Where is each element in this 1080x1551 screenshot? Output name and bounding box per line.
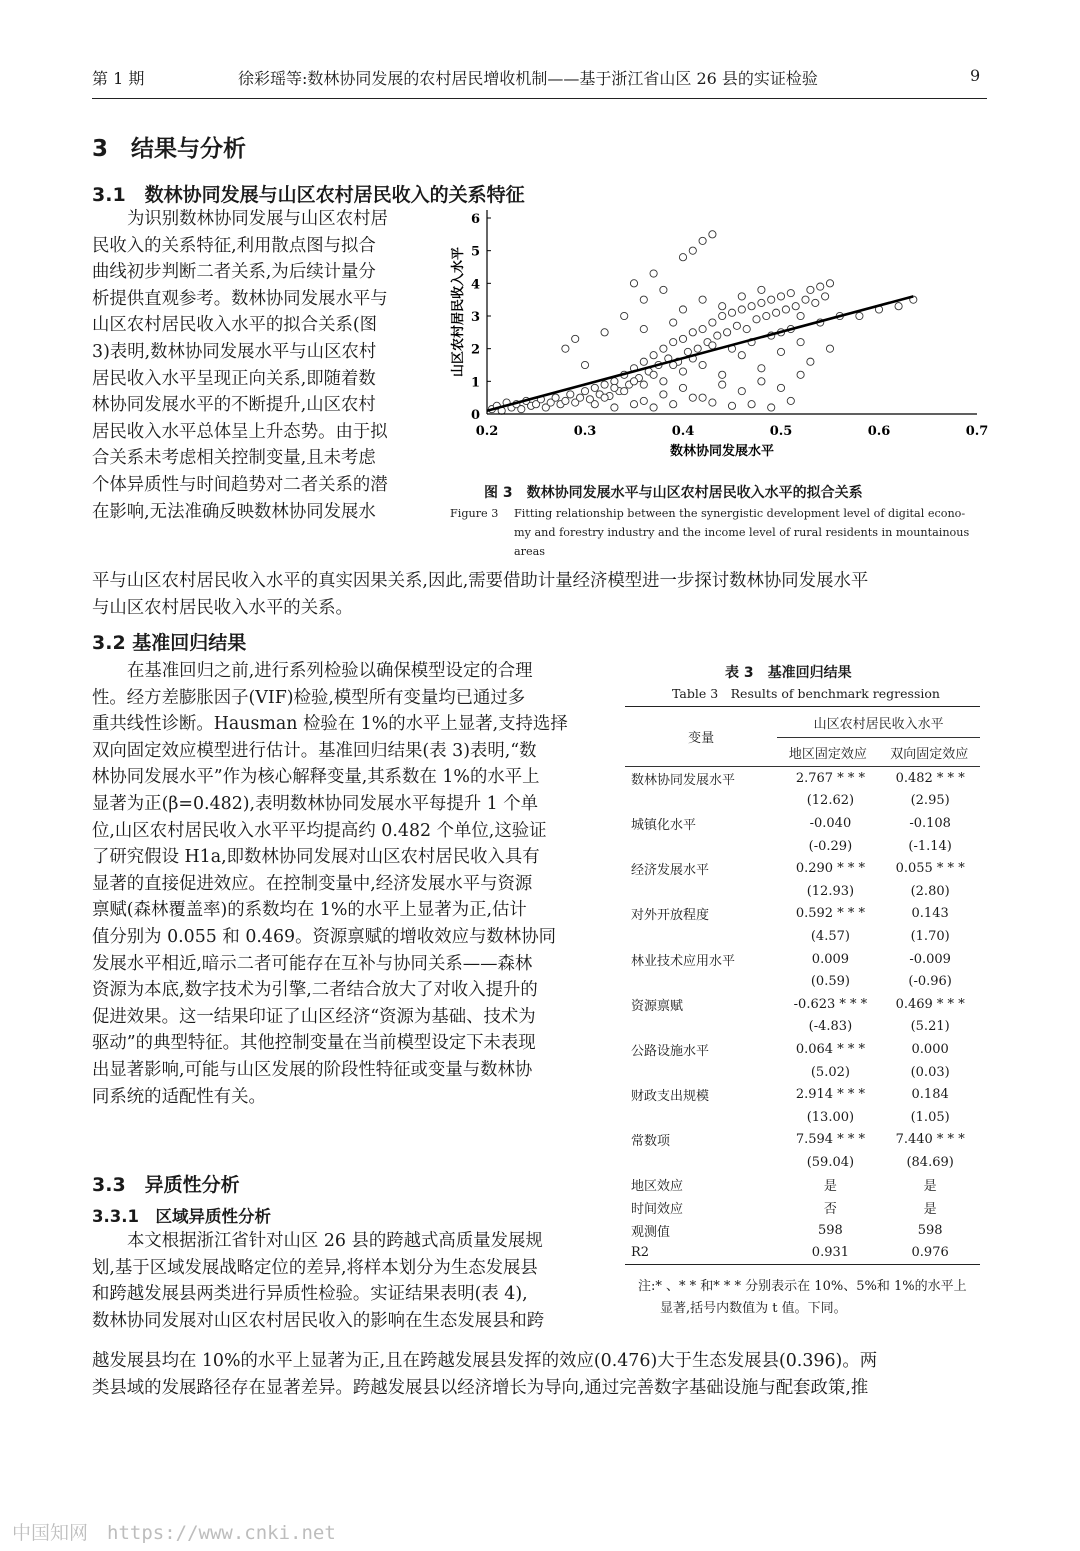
scatter-point — [812, 299, 819, 306]
scatter-point — [621, 388, 628, 395]
x-tick-label: 0.6 — [867, 424, 891, 439]
table-row — [625, 903, 980, 926]
scatter-point — [679, 368, 686, 375]
y-tick-label: 5 — [470, 244, 480, 260]
coef-region-fe: 2.767 * * * — [795, 770, 865, 786]
text-line: 性。经方差膨胀因子(VIF)检验,模型所有变量均已通过多 — [92, 687, 526, 708]
page-number: 9 — [970, 66, 981, 85]
coef-region-fe: -0.040 — [809, 815, 852, 831]
scatter-point — [591, 384, 598, 391]
scatter-point — [650, 352, 657, 359]
text-line: 3)表明,数林协同发展水平与山区农村 — [92, 341, 377, 362]
scatter-point — [728, 309, 735, 316]
scatter-point — [611, 384, 618, 391]
y-tick-label: 6 — [470, 212, 480, 227]
scatter-point — [577, 394, 584, 401]
scatter-point — [797, 339, 804, 346]
row-variable-name: 经济发展水平 — [631, 863, 710, 879]
scatter-point — [787, 290, 794, 297]
paragraph-3-3-1-full — [92, 1348, 987, 1401]
row-variable-name: 财政支出规模 — [631, 1089, 710, 1105]
row-variable-name: 数林协同发展水平 — [631, 772, 736, 788]
value-twoway-fe: 是 — [923, 1179, 937, 1195]
scatter-point — [650, 270, 657, 277]
text-line: 林协同发展水平的不断提升,山区农村 — [92, 395, 376, 416]
text-line: 与山区农村居民收入水平的关系。 — [92, 597, 353, 618]
y-tick-label: 3 — [470, 310, 480, 325]
table-row-tstat — [625, 880, 980, 903]
scatter-point — [660, 391, 667, 398]
row-variable-name: 城镇化水平 — [631, 817, 697, 833]
scatter-point — [758, 365, 765, 372]
row-variable-name: 林业技术应用水平 — [631, 953, 736, 969]
tstat-twoway-fe: (2.80) — [910, 883, 950, 899]
text-line: 居民收入水平呈现正向关系,即随着数 — [92, 368, 376, 389]
row-variable-name: 资源禀赋 — [631, 998, 684, 1014]
value-region-fe: 否 — [823, 1202, 837, 1218]
text-line: 类县域的发展路径存在显著差异。跨越发展县以经济增长为导向,通过完善数字基础设施与配套政策,推 — [92, 1377, 869, 1398]
tstat-region-fe: (-4.83) — [808, 1019, 853, 1035]
scatter-point — [699, 296, 706, 303]
paragraph-3-3-1-left — [92, 1228, 608, 1334]
value-region-fe: 0.931 — [811, 1245, 850, 1261]
text-line: 越发展县均在 10%的水平上显著为正,且在跨越发展县发挥的效应(0.476)大于生态发展县(0.396)。两 — [92, 1351, 878, 1371]
empty-cell — [625, 925, 781, 948]
subsection-heading-3-1: 3.1 数林协同发展与山区农村居民收入的关系特征 — [92, 184, 525, 206]
tstat-region-fe: (4.57) — [810, 928, 850, 944]
scatter-point — [552, 394, 559, 401]
y-tick-labels — [471, 212, 491, 423]
table-3-title-en: Table 3 Results of benchmark regression — [672, 686, 940, 701]
text-line: 值分别为 0.055 和 0.469。资源禀赋的增收效应与数林协同 — [92, 926, 556, 947]
scatter-point — [743, 325, 750, 332]
value-twoway-fe: 0.976 — [911, 1245, 949, 1261]
scatter-point — [640, 358, 647, 365]
scatter-point — [650, 371, 657, 378]
table-3 — [625, 706, 980, 1265]
coef-region-fe: 0.009 — [811, 951, 850, 967]
scatter-point — [601, 381, 608, 388]
table-row — [625, 1038, 980, 1061]
journal-issue: 第 1 期 — [92, 69, 145, 88]
figure-3-caption-en-label: Figure 3 — [450, 507, 499, 520]
tstat-region-fe: (12.62) — [806, 793, 855, 809]
scatter-point — [797, 371, 804, 378]
scatter-point — [670, 339, 677, 346]
subsection-heading-3-3: 3.3 异质性分析 — [92, 1174, 240, 1196]
cnki-watermark: 中国知网 https://www.cnki.net — [12, 1522, 336, 1544]
scatter-point — [738, 388, 745, 395]
table-row — [625, 1129, 980, 1152]
x-tick-label: 0.2 — [475, 424, 499, 439]
scatter-point — [768, 404, 775, 411]
scatter-point — [591, 401, 598, 408]
tstat-region-fe: (13.00) — [806, 1109, 855, 1125]
scatter-point — [640, 296, 647, 303]
y-tick-label: 1 — [470, 375, 480, 391]
scatter-point — [758, 378, 765, 385]
scatter-point — [611, 404, 618, 411]
scatter-point — [650, 404, 657, 411]
x-tick-label: 0.7 — [965, 424, 989, 439]
text-line: 和跨越发展县两类进行异质性检验。实证结果表明(表 4), — [92, 1284, 528, 1305]
empty-cell — [625, 1151, 781, 1174]
scatter-point — [709, 342, 716, 349]
empty-cell — [625, 835, 781, 858]
caption-line: areas — [514, 545, 546, 558]
scatter-point — [630, 378, 637, 385]
value-twoway-fe: 598 — [917, 1222, 943, 1238]
caption-line: my and forestry industry and the income level of rural residents in mountainous — [514, 526, 970, 539]
tstat-twoway-fe: (2.95) — [910, 793, 950, 809]
scatter-point — [601, 329, 608, 336]
row-variable-name: 常数项 — [631, 1134, 671, 1150]
scatter-point — [689, 394, 696, 401]
coef-region-fe: 0.290 * * * — [795, 861, 865, 877]
section-heading: 3 结果与分析 — [92, 136, 247, 162]
tstat-twoway-fe: (1.05) — [910, 1109, 950, 1125]
tstat-twoway-fe: (5.21) — [910, 1019, 950, 1035]
scatter-point — [660, 378, 667, 385]
scatter-point — [787, 397, 794, 404]
scatter-point — [802, 296, 809, 303]
subsection-heading-3-3-1: 3.3.1 区域异质性分析 — [92, 1207, 271, 1226]
scatter-point — [763, 312, 770, 319]
scatter-point — [895, 303, 902, 310]
table-header-variable: 变量 — [688, 731, 715, 746]
table-row — [625, 948, 980, 971]
empty-cell — [625, 790, 781, 813]
empty-cell — [625, 1016, 781, 1039]
row-variable-name: 观测值 — [631, 1224, 671, 1240]
scatter-point — [733, 322, 740, 329]
scatter-point — [826, 345, 833, 352]
table-row-tstat — [625, 970, 980, 993]
scatter-point — [679, 306, 686, 313]
scatter-point — [719, 371, 726, 378]
text-line: 重共线性诊断。Hausman 检验在 1%的水平上显著,支持选择 — [92, 714, 568, 735]
tstat-region-fe: (12.93) — [806, 883, 855, 899]
scatter-point — [562, 397, 569, 404]
table-header-col-b: 双向固定效应 — [890, 746, 969, 762]
scatter-point — [567, 391, 574, 398]
scatter-point — [792, 303, 799, 310]
coef-region-fe: 0.592 * * * — [795, 906, 865, 922]
coef-twoway-fe: -0.108 — [909, 815, 951, 831]
scatter-point — [738, 306, 745, 313]
coef-region-fe: -0.623 * * * — [793, 996, 868, 1012]
x-tick-labels — [476, 424, 989, 439]
text-line: 位,山区农村居民收入水平平均提高约 0.482 个单位,这验证 — [92, 820, 547, 841]
scatter-point — [562, 345, 569, 352]
scatter-point — [640, 381, 647, 388]
coef-region-fe: 7.594 * * * — [795, 1132, 865, 1148]
tstat-region-fe: (59.04) — [806, 1154, 855, 1170]
x-tick-label: 0.4 — [671, 424, 695, 439]
text-line: 了研究假设 H1a,即数林协同发展对山区农村居民收入具有 — [92, 847, 540, 868]
empty-cell — [625, 1106, 781, 1129]
x-axis-label: 数林协同发展水平 — [669, 444, 775, 459]
coef-region-fe: 0.064 * * * — [795, 1041, 865, 1057]
scatter-point — [709, 319, 716, 326]
paragraph-3-1-left — [92, 206, 438, 525]
table-row — [625, 1219, 980, 1242]
scatter-point — [782, 306, 789, 313]
row-variable-name: 时间效应 — [631, 1202, 684, 1218]
text-line: 民收入的关系特征,利用散点图与拟合 — [92, 235, 376, 256]
table-row-tstat — [625, 925, 980, 948]
scatter-point — [724, 329, 731, 336]
text-line: 山区农村居民收入水平的拟合关系(图 — [92, 315, 378, 336]
table-header-group: 山区农村居民收入水平 — [777, 707, 980, 738]
scatter-point — [640, 325, 647, 332]
scatter-point — [714, 332, 721, 339]
scatter-point — [768, 296, 775, 303]
text-line: 发展水平相近,暗示二者可能存在互补与协同关系——森林 — [92, 953, 533, 974]
scatter-point — [748, 401, 755, 408]
scatter-point — [689, 329, 696, 336]
figure-3-caption-en — [514, 504, 984, 561]
tstat-twoway-fe: (84.69) — [906, 1154, 954, 1170]
table-row — [625, 993, 980, 1016]
table-3-note — [638, 1276, 967, 1320]
note-line: 显著,括号内数值为 t 值。下同。 — [660, 1301, 847, 1316]
row-variable-name: 公路设施水平 — [631, 1043, 710, 1059]
table-row-tstat — [625, 790, 980, 813]
scatter-point — [630, 280, 637, 287]
scatter-point — [640, 397, 647, 404]
scatter-point — [660, 286, 667, 293]
scatter-point — [709, 399, 716, 406]
text-line: 同系统的适配性有关。 — [92, 1086, 266, 1107]
scatter-point — [777, 348, 784, 355]
tstat-twoway-fe: (1.70) — [910, 928, 950, 944]
empty-cell — [625, 880, 781, 903]
coef-twoway-fe: 0.000 — [911, 1041, 949, 1057]
coef-twoway-fe: 0.469 * * * — [895, 996, 965, 1012]
fit-line — [487, 296, 913, 410]
scatter-point — [797, 312, 804, 319]
scatter-point — [621, 312, 628, 319]
scatter-point — [684, 348, 691, 355]
table-row-tstat — [625, 1061, 980, 1084]
scatter-point — [518, 406, 525, 413]
tstat-twoway-fe: (0.03) — [910, 1064, 950, 1080]
text-line: 出显著影响,可能与山区发展的阶段性特征或变量与数林协 — [92, 1059, 533, 1080]
scatter-point — [753, 316, 760, 323]
text-line: 居民收入水平总体呈上升态势。由于拟 — [92, 421, 388, 442]
scatter-point — [777, 384, 784, 391]
scatter-point — [807, 358, 814, 365]
table-row — [625, 812, 980, 835]
scatter-point — [679, 384, 686, 391]
note-line: 注:* 、* * 和* * * 分别表示在 10%、5%和 1%的水平上 — [638, 1279, 967, 1294]
scatter-point — [758, 286, 765, 293]
subsection-heading-3-2: 3.2 基准回归结果 — [92, 632, 247, 654]
text-line: 曲线初步判断二者关系,为后续计量分 — [92, 262, 376, 283]
text-line: 在基准回归之前,进行系列检验以确保模型设定的合理 — [127, 661, 533, 681]
text-line: 在影响,无法准确反映数林协同发展水 — [92, 501, 376, 522]
table-row — [625, 767, 980, 790]
coef-twoway-fe: 7.440 * * * — [895, 1132, 965, 1148]
table-row — [625, 1241, 980, 1264]
header-rule — [92, 98, 987, 99]
scatter-point — [689, 247, 696, 254]
scatter-point — [856, 312, 863, 319]
text-line: 平与山区农村居民收入水平的真实因果关系,因此,需要借助计量经济模型进一步探讨数林协同发展水平 — [92, 571, 869, 591]
text-line: 促进效果。这一结果印证了山区经济“资源为基础、技术为 — [92, 1006, 536, 1027]
table-row-tstat — [625, 835, 980, 858]
figure-3-scatter-chart — [445, 205, 990, 475]
x-tick-label: 0.3 — [573, 424, 597, 439]
table-row — [625, 1196, 980, 1219]
scatter-point — [630, 401, 637, 408]
scatter-point — [748, 303, 755, 310]
text-line: 数林协同发展对山区农村居民收入的影响在生态发展县和跨 — [92, 1310, 545, 1331]
table-row-tstat — [625, 1106, 980, 1129]
value-region-fe: 598 — [818, 1222, 843, 1238]
table-row — [625, 1083, 980, 1106]
scatter-point — [670, 401, 677, 408]
scatter-point — [601, 394, 608, 401]
scatter-point — [699, 394, 706, 401]
empty-cell — [625, 1061, 781, 1084]
scatter-point — [738, 293, 745, 300]
tstat-twoway-fe: (-0.96) — [908, 974, 952, 990]
y-tick-label: 2 — [470, 342, 480, 358]
scatter-point — [826, 280, 833, 287]
scatter-point — [572, 335, 579, 342]
table-3-title-cn: 表 3 基准回归结果 — [725, 665, 852, 681]
tstat-twoway-fe: (-1.14) — [908, 838, 952, 854]
scatter-point — [719, 303, 726, 310]
coef-twoway-fe: 0.055 * * * — [895, 861, 965, 877]
text-line: 析提供直观参考。数林协同发展水平与 — [92, 288, 388, 309]
figure-3-caption-cn: 图 3 数林协同发展水平与山区农村居民收入水平的拟合关系 — [484, 485, 863, 501]
row-variable-name: 地区效应 — [631, 1179, 684, 1195]
table-row-tstat — [625, 1151, 980, 1174]
tstat-region-fe: (0.59) — [810, 974, 850, 990]
text-line: 合关系未考虑相关控制变量,且未考虑 — [92, 448, 376, 469]
scatter-point — [699, 325, 706, 332]
x-tick-label: 0.5 — [769, 424, 793, 439]
table-header-col-a: 地区固定效应 — [788, 746, 867, 762]
text-line: 为识别数林协同发展与山区农村居 — [127, 209, 388, 229]
value-region-fe: 是 — [823, 1179, 837, 1195]
caption-line: Fitting relationship between the synergistic development level of digital econo- — [514, 507, 966, 520]
text-line: 本文根据浙江省针对山区 26 县的跨越式高质量发展规 — [127, 1231, 543, 1251]
text-line: 显著为正(β=0.482),表明数林协同发展水平每提升 1 个单 — [92, 793, 539, 814]
coef-twoway-fe: -0.009 — [909, 951, 951, 967]
text-line: 驱动”的典型特征。其他控制变量在当前模型设定下未表现 — [92, 1033, 536, 1054]
running-title: 徐彩瑶等:数林协同发展的农村居民增收机制——基于浙江省山区 26 县的实证检验 — [238, 69, 818, 88]
scatter-point — [709, 231, 716, 238]
scatter-point — [773, 309, 780, 316]
table-row — [625, 1174, 980, 1197]
scatter-point — [660, 345, 667, 352]
text-line: 个体异质性与时间趋势对二者关系的潜 — [92, 474, 388, 495]
text-line: 双向固定效应模型进行估计。基准回归结果(表 3)表明,“数 — [92, 740, 537, 761]
scatter-point — [581, 388, 588, 395]
scatter-point — [822, 293, 829, 300]
scatter-point — [738, 352, 745, 359]
scatter-point — [581, 361, 588, 368]
coef-twoway-fe: 0.143 — [911, 906, 949, 922]
scatter-point — [758, 299, 765, 306]
scatter-point — [699, 361, 706, 368]
table-row — [625, 857, 980, 880]
y-tick-label: 0 — [470, 408, 480, 423]
scatter-point — [719, 312, 726, 319]
coef-twoway-fe: 0.184 — [911, 1087, 949, 1103]
scatter-point — [777, 293, 784, 300]
row-variable-name: R2 — [631, 1245, 650, 1261]
scatter-point — [817, 283, 824, 290]
scatter-point — [694, 345, 701, 352]
empty-cell — [625, 970, 781, 993]
scatter-point — [679, 335, 686, 342]
table-row-tstat — [625, 1016, 980, 1039]
text-line: 划,基于区域发展战略定位的差异,将样本划分为生态发展县 — [92, 1257, 538, 1278]
scatter-point — [670, 319, 677, 326]
scatter-point — [719, 381, 726, 388]
y-tick-label: 4 — [470, 277, 480, 293]
scatter-point — [728, 402, 735, 409]
text-line: 资源为本底,数字技术为引擎,二者结合放大了对收入提升的 — [92, 980, 538, 1001]
value-twoway-fe: 是 — [923, 1202, 937, 1218]
scatter-point — [679, 254, 686, 261]
coef-region-fe: 2.914 * * * — [795, 1087, 865, 1103]
row-variable-name: 对外开放程度 — [631, 908, 710, 924]
scatter-points — [488, 231, 917, 415]
text-line: 林协同发展水平”作为核心解释变量,其系数在 1%的水平上 — [92, 767, 540, 788]
scatter-point — [807, 286, 814, 293]
scatter-point — [699, 237, 706, 244]
paragraph-3-1-full — [92, 568, 987, 621]
tstat-region-fe: (-0.29) — [808, 838, 853, 854]
tstat-region-fe: (5.02) — [810, 1064, 850, 1080]
coef-twoway-fe: 0.482 * * * — [895, 770, 965, 786]
text-line: 显著的直接促进效应。在控制变量中,经济发展水平与资源 — [92, 873, 533, 894]
y-axis-label: 山区农村居民收入水平 — [451, 246, 466, 378]
text-line: 禀赋(森林覆盖率)的系数均在 1%的水平上显著为正,估计 — [92, 900, 527, 921]
paragraph-3-2 — [92, 658, 608, 1110]
